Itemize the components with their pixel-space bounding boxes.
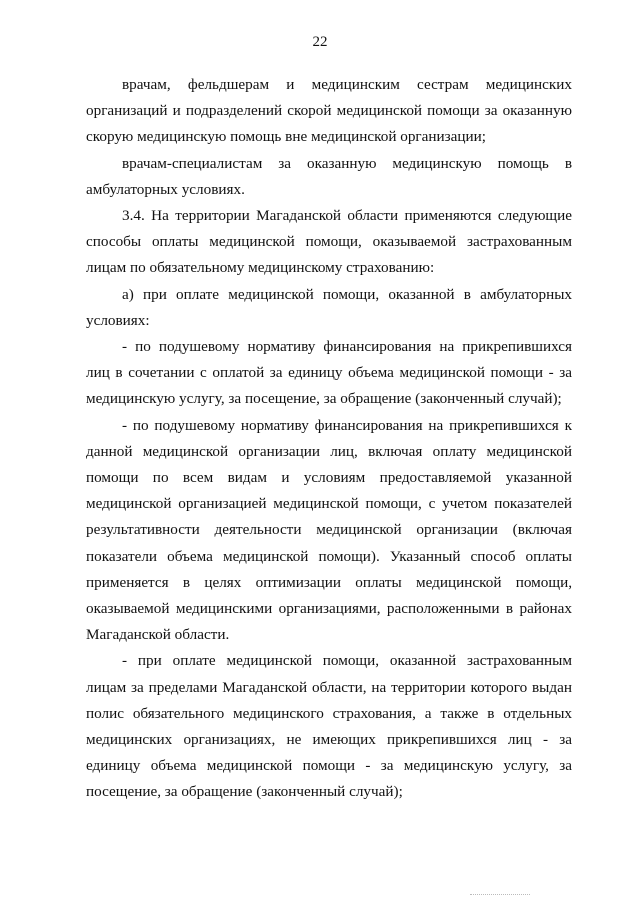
paragraph-capitation-combined: - по подушевому нормативу финансирования на прикрепившихся лиц в сочетании с оплатой за единицу объема медицинской помощи - за медицинскую услугу, за посещение, за обращение (законченный случай); (86, 338, 572, 408)
paragraph-capitation-full: - по подушевому нормативу финансирования на прикрепившихся к данной медицинской организации лиц, включая оплату медицинской помощи по всем видам и условиям предоставляемой указанной медицинской организацией медицинской помощи, с учетом показателей результативности деятельности медицинской организации (включая показатели объема медицинской помощи). Указанный способ оплаты применяется в целях оптимизации оплаты медицинской помощи, оказываемой медицинскими организациями, расположенными в районах Магаданской области. (86, 416, 572, 644)
paragraph-outpatient-intro: а) при оплате медицинской помощи, оказанной в амбулаторных условиях: (86, 285, 572, 329)
page-number: 22 (312, 34, 328, 50)
paragraph-section-3-4: 3.4. На территории Магаданской области применяются следующие способы оплаты медицинской помощи, оказываемой застрахованным лицам по обязательному медицинскому страхованию: (86, 207, 572, 277)
paragraph-out-of-region: - при оплате медицинской помощи, оказанной застрахованным лицам за пределами Магаданской области, на территории которого выдан полис обязательного медицинского страхования, а также в отдельных медицинских организациях, не имеющих прикрепившихся лиц - за единицу объема медицинской помощи - за медицинскую услугу, за посещение, за обращение (законченный случай); (86, 652, 572, 801)
scan-artifact (470, 894, 530, 897)
paragraph-specialists: врачам-специалистам за оказанную медицинскую помощь в амбулаторных условиях. (86, 154, 572, 198)
paragraph-doctors-paramedics: врачам, фельдшерам и медицинским сестрам медицинских организаций и подразделений скорой медицинской помощи за оказанную скорую медицинскую помощь вне медицинской организации; (86, 76, 572, 146)
document-body (86, 72, 572, 806)
